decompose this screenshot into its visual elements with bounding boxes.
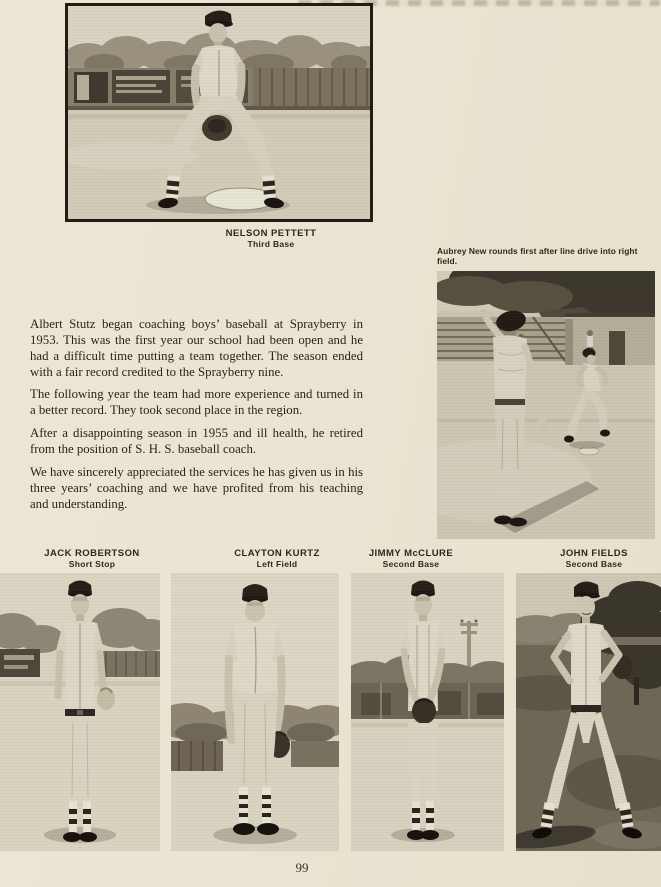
caption-john-fields [514,549,661,570]
photo-action-aubrey-new [437,271,655,539]
action-photo-illustration [437,271,655,539]
jimmy-mcclure-photo-illustration [351,573,504,851]
player-position: Short Stop [68,558,116,569]
jack-robertson-photo-illustration [0,573,160,851]
photo-john-fields [516,573,661,851]
player-position: Third Base [247,238,295,249]
photo-jimmy-mcclure [351,573,504,851]
player-name: NELSON PETTETT [225,228,317,239]
article-paragraph: After a disappointing season in 1955 and ill health, he retired from the position of S. H. S. baseball coach. [30,426,363,457]
article-paragraph: The following year the team had more experience and turned in a better record. They took second place in the region. [30,387,363,418]
photo-clayton-kurtz [171,573,339,851]
article-paragraph: Albert Stutz began coaching boys’ baseball at Sprayberry in 1953. This was the first year our school had been open and he had a difficult time putting a team together. The season ended with a fair record credited to the Sprayberry nine. [30,317,363,379]
article-paragraph: We have sincerely appreciated the services he has given us in his three years’ coaching and we have profited from his teaching and understanding. [30,464,363,511]
player-name: JOHN FIELDS [560,548,628,559]
photo-nelson-pettett [65,3,373,222]
caption-jimmy-mcclure [331,549,491,570]
player-position: Left Field [256,558,298,569]
player-position: Second Base [382,558,440,569]
action-photo-caption: Aubrey New rounds first after line drive into right field. [437,246,638,266]
player-name: CLAYTON KURTZ [234,548,320,559]
nelson-pettett-photo-illustration [68,6,370,219]
player-name: JACK ROBERTSON [44,548,140,559]
caption-nelson-pettett [171,229,371,250]
player-position: Second Base [565,558,623,569]
player-name: JIMMY McCLURE [368,548,454,559]
caption-jack-robertson [12,549,172,570]
page-number: 99 [295,860,309,875]
coach-history-text [30,317,363,519]
clayton-kurtz-photo-illustration [171,573,339,851]
photo-jack-robertson [0,573,160,851]
john-fields-photo-illustration [516,573,661,851]
